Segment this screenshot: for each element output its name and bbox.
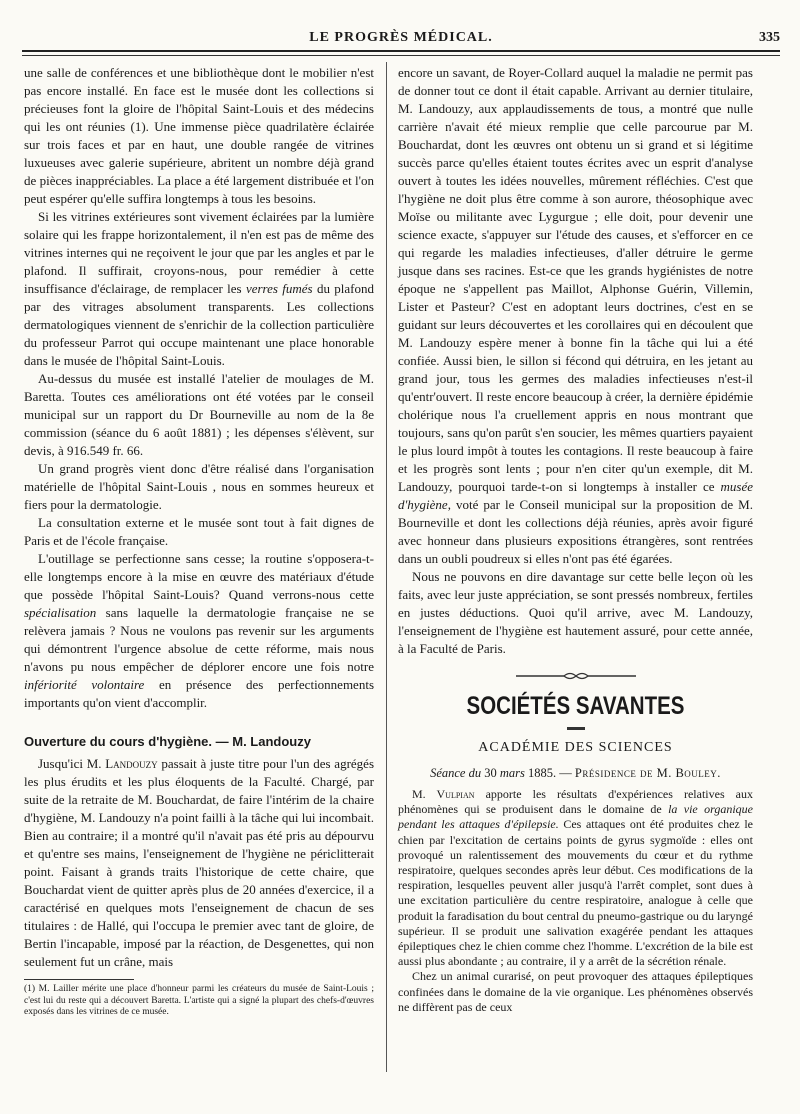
subsection-title: ACADÉMIE DES SCIENCES	[478, 740, 673, 755]
ornament-icon	[516, 671, 636, 681]
ornament-divider	[398, 666, 753, 686]
paragraph	[24, 208, 374, 370]
session-line	[398, 766, 753, 781]
text-run: apporte les résultats d'expériences relatives aux phénomènes qui se produisent dans le domaine de	[398, 787, 754, 817]
paragraph	[398, 64, 753, 568]
paragraph: une salle de conférences et une bibliothèque dont le mobilier n'est pas encore installé. En face est le musée dont les collections si précieuses font la gloire de l'hôpital Saint-Louis et des médecins qui les ont réunies (1). Une immense pièce quadrilatère éclairée sur trois faces et par en haut, une double rangée de vitrines luxueuses avec galerie supérieure, abritent un nombre déjà grand de pièces inappréciables. La place a été largement distribuée et l'on peut espérer qu'elle suffira longtemps à tous les besoins.	[24, 65, 374, 206]
text-run: du plafond par des vitrages absolument transparents. Les collections dermatologiques viennent de s'enrichir de la collection particulière du professeur Parrot qui occupe maintenant une place honorable dans le musée de l'hôpital Saint-Louis.	[24, 281, 374, 368]
short-rule	[567, 727, 585, 730]
presidency: Présidence de M. Bouley.	[574, 766, 721, 780]
text-run: encore un savant, de Royer-Collard auquel la maladie ne permit pas de donner tout ce dont il était capable. Arrivant au dernier titulaire, M. Landouzy, aux applaudissements de tous, a montré que nulle carrière n'avait été mieux remplie que celle parcourue par M. Bouchardat, dont les œuvres ont obtenu un si grand et si légitime succès parce qu'elles étaient toutes écrites avec un esprit d'analyse ouvert à toutes les idées nouvelles, mûrement réfléchies. C'est que l'hygiène ne doit plus être comme à son aurore, théosophique avec Moïse ou militante avec Lygurgue ; elle doit, pour devenir une science exacte, s'appuyer sur l'étude des causes, et s'efforcer en ce qui regarde les maladies infectieuses, d'aller détruire le germe jusque dans ses racines. Est-ce que les grands hygiénistes de notre époque ne s'appellent pas Maillot, Alphonse Guérin, Villemin, Lister et Pasteur? C'est en adoptant leurs doctrines, c'est en se guidant sur leurs découvertes et les corollaires qui en découlent que M. Landouzy espère mener à bonne fin la tâche qui lui a été confiée. Aussi bien, le sillon si fécond qui détruira, en les jetant au grand jour, tous les germes des maladies infectieuses n'est-il qu'entr'ouvert. Il reste encore beaucoup à créer, la dernière épidémie cholérique nous l'a cruellement appris en nous montrant que toujours, sans qu'on parût s'en soucier, les mêmes quartiers payaient le plus lourd impôt à toutes les contagions. Il reste beaucoup à faire et les progrès sont lents ; pour n'en citer qu'un exemple, dit M. Landouzy, pourquoi tarde-t-on si longtemps à installer ce	[398, 65, 753, 494]
paragraph	[24, 550, 374, 712]
emphasis: mars	[499, 766, 525, 780]
page-number: 335	[759, 30, 780, 45]
person-name: Landouzy	[105, 756, 158, 771]
right-column	[398, 64, 753, 1015]
header-rule-thin	[22, 55, 780, 56]
footnote: (1) M. Lailler mérite une place d'honneur parmi les créateurs du musée de Saint-Louis ; c'est lui du reste qui a découvert Baretta. L'artiste qui a signé la plupart des chefs-d'œuvres exposés dans les vitrines de ce musée.	[24, 984, 374, 1017]
emphasis: infériorité volontaire	[24, 677, 145, 692]
running-header	[22, 28, 780, 48]
person-name: M. Vulpian	[412, 787, 475, 801]
text-run: Jusqu'ici M.	[38, 756, 106, 771]
text-run: , voté par le Conseil municipal sur la proposition de M. Bourneville et dont les collections déjà réunies, après avoir figuré avec honneur dans plusieurs expositions étrangères, sont rentrées dans un oubli poudreux si elles n'ont pas été égarées.	[398, 497, 753, 566]
emphasis: musée d'hygiène	[398, 479, 753, 512]
emphasis: la vie organique pendant les attaques d'épilepsie.	[398, 802, 753, 832]
text-run: 30	[481, 766, 500, 780]
text-run: passait à juste titre pour l'un des agrégés les plus érudits et les plus éloquents de la Faculté. Chargé, par suite de la retraite de M. Bouchardat, de faire l'intérim de la chaire d'hygiène, M. Landouzy n'a point failli à la tâche qui lui incombait. Bien au contraire; il a montré qu'il n'avait pas été pris au dépourvu et qu'entre ses mains, l'enseignement de l'hygiène ne périclitterait point. Faisant à grands traits l'historique de cette chaire, que Bouchardat vient de quitter après plus de 20 années d'exercice, il a caractérisé en quelques mots l'enseignement de chacun de ses titulaires : de Hallé, qui l'occupa le premier avec tant de gloire, de Bertin l'incapable, imposé par la réaction, de Desgenettes, qui non seulement fut un crâne, mais	[24, 756, 374, 969]
text-run: en présence des perfectionnements importants qu'on vient d'accomplir.	[24, 677, 374, 710]
paragraph	[398, 787, 753, 969]
journal-title: LE PROGRÈS MÉDICAL.	[309, 30, 493, 45]
emphasis: verres fumés	[245, 281, 313, 296]
column-divider	[386, 62, 387, 1072]
section-banner: SOCIÉTÉS SAVANTES	[466, 692, 685, 720]
section-heading: Ouverture du cours d'hygiène. — M. Landouzy	[24, 734, 311, 749]
paragraph	[24, 755, 374, 971]
text-run: Si les vitrines extérieures sont vivement éclairées par la lumière solaire qui les frappe horizontalement, il n'en est pas de même des vitrines internes qui ne reçoivent le jour que par les angles et par le plafond. Il suffirait, croyons-nous, pour remédier à cette insuffisance d'éclairage, de remplacer les	[24, 209, 374, 296]
left-column	[24, 64, 374, 1019]
paragraph: Au-dessus du musée est installé l'atelier de moulages de M. Baretta. Toutes ces améliorations ont été votées par le conseil municipal sur un rapport du Dr Bourneville au nom de la 8e commission (séance du 6 août 1881) ; les dépenses s'élèvent, sur devis, à 916.549 fr. 66.	[24, 371, 374, 458]
emphasis: spécialisation	[24, 605, 97, 620]
text-run: Ces attaques ont été produites chez le chien par l'excitation de certains points de gyrus sygmoïde : elles ont provoqué un ralentissement des mouvements du cœur et du rythme respiratoire, quelques secondes après leur début. Ces modifications de la respiration, lesquelles peuvent aller jusqu'à l'arrêt complet, sont dues à une excitation particulière du centre respiratoire, analogue à celle que produit la faradisation du bout central du pneumo-gastrique ou du laryngé supérieur. Il se produit une salivation exagérée pendant les attaques épileptiques chez le chien comme chez l'homme. L'excrétion de la bile est aussi plus abondante ; au contraire, il y a arrêt de la sécrétion rénale.	[398, 817, 754, 969]
paragraph: Nous ne pouvons en dire davantage sur cette belle leçon où les faits, avec leur juste appréciation, se sont pressés nombreux, fertiles en justes déductions. Quoi qu'il arrive, avec M. Landouzy, l'enseignement de l'hygiène est hautement assuré, pour cette année, à la Faculté de Paris.	[398, 569, 753, 656]
header-rule-thick	[22, 50, 780, 52]
text-run: L'outillage se perfectionne sans cesse; la routine s'opposera-t-elle longtemps encore à la mise en œuvre des matériaux d'étude que possède l'hôpital Saint-Louis? Quand verrons-nous cette	[24, 551, 374, 602]
paragraph: La consultation externe et le musée sont tout à fait dignes de Paris et de l'école française.	[24, 515, 374, 548]
emphasis: Séance du	[430, 766, 482, 780]
footnote-rule	[24, 979, 134, 980]
text-run: sans laquelle la dermatologie française ne se relèvera jamais ? Nous ne voulons pas revenir sur les arguments qui démontrent l'urgence absolue de cette réforme, mais nous n'avons pu nous empêcher de déplorer encore une fois notre	[24, 605, 374, 674]
paragraph: Chez un animal curarisé, on peut provoquer des attaques épileptiques confinées dans le domaine de la vie organique. Les phénomènes observés ne diffèrent pas de ceux	[398, 969, 753, 1014]
paragraph: Un grand progrès vient donc d'être réalisé dans l'organisation matérielle de l'hôpital Saint-Louis , nous en sommes heureux et fiers pour la dermatologie.	[24, 461, 374, 512]
text-run: 1885. —	[524, 766, 575, 780]
